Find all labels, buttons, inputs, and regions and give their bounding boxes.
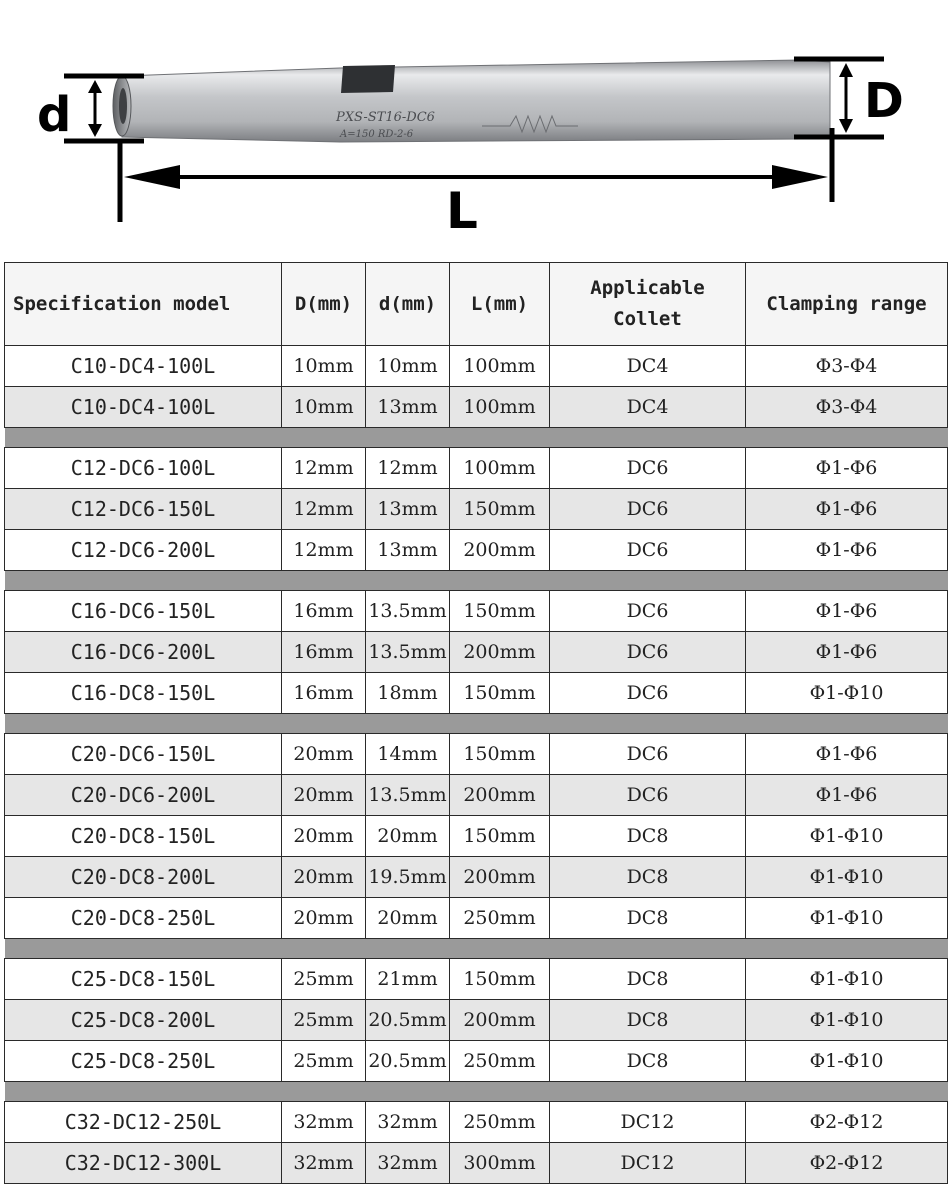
cell-collet: DC8 — [550, 857, 746, 898]
cell-D: 16mm — [282, 632, 366, 673]
cell-D: 16mm — [282, 673, 366, 714]
table-row — [5, 448, 948, 489]
cell-clamping-range: Φ2-Φ12 — [746, 1143, 948, 1184]
cell-clamping-range: Φ3-Φ4 — [746, 346, 948, 387]
table-body — [5, 346, 948, 1184]
cell-collet: DC8 — [550, 816, 746, 857]
cell-model: C25-DC8-150L — [5, 959, 282, 1000]
group-separator-bar — [5, 939, 948, 959]
cell-clamping-range: Φ1-Φ6 — [746, 591, 948, 632]
cell-clamping-range: Φ3-Φ4 — [746, 387, 948, 428]
cell-model: C12-DC6-100L — [5, 448, 282, 489]
cell-clamping-range: Φ1-Φ10 — [746, 1000, 948, 1041]
engraved-sub-text: A=150 RD-2-6 — [340, 129, 414, 140]
specification-table — [4, 262, 948, 1184]
table-row — [5, 898, 948, 939]
cell-D: 32mm — [282, 1102, 366, 1143]
cell-model: C20-DC8-200L — [5, 857, 282, 898]
table-row — [5, 1143, 948, 1184]
table-row — [5, 673, 948, 714]
cell-L: 200mm — [450, 530, 550, 571]
cell-clamping-range: Φ1-Φ10 — [746, 898, 948, 939]
cell-L: 200mm — [450, 1000, 550, 1041]
cell-clamping-range: Φ1-Φ6 — [746, 530, 948, 571]
cell-model: C12-DC6-200L — [5, 530, 282, 571]
table-row — [5, 857, 948, 898]
cell-D: 20mm — [282, 898, 366, 939]
cell-L: 200mm — [450, 857, 550, 898]
cell-model: C20-DC6-150L — [5, 734, 282, 775]
table-row — [5, 489, 948, 530]
group-separator-bar — [5, 571, 948, 591]
cell-L: 150mm — [450, 673, 550, 714]
cell-L: 150mm — [450, 816, 550, 857]
cell-D: 16mm — [282, 591, 366, 632]
cell-clamping-range: Φ1-Φ10 — [746, 1041, 948, 1082]
cell-D: 25mm — [282, 1041, 366, 1082]
cell-D: 12mm — [282, 448, 366, 489]
cell-D: 12mm — [282, 530, 366, 571]
cell-model: C20-DC6-200L — [5, 775, 282, 816]
cell-collet: DC8 — [550, 1000, 746, 1041]
cell-collet: DC4 — [550, 387, 746, 428]
table-row — [5, 591, 948, 632]
cell-L: 150mm — [450, 489, 550, 530]
shank-body — [122, 60, 830, 142]
group-separator-bar — [5, 1082, 948, 1102]
cell-collet: DC12 — [550, 1143, 746, 1184]
cell-d: 21mm — [366, 959, 450, 1000]
cell-clamping-range: Φ1-Φ6 — [746, 775, 948, 816]
cell-D: 20mm — [282, 775, 366, 816]
cell-d: 14mm — [366, 734, 450, 775]
cell-collet: DC6 — [550, 489, 746, 530]
cell-d: 18mm — [366, 673, 450, 714]
cell-model: C20-DC8-150L — [5, 816, 282, 857]
cell-d: 13.5mm — [366, 632, 450, 673]
cell-collet: DC4 — [550, 346, 746, 387]
table-row — [5, 632, 948, 673]
header-clamping-range: Clamping range — [746, 263, 948, 346]
group-separator — [5, 939, 948, 959]
cell-collet: DC6 — [550, 775, 746, 816]
cell-L: 150mm — [450, 959, 550, 1000]
cell-model: C25-DC8-250L — [5, 1041, 282, 1082]
table-row — [5, 775, 948, 816]
cell-d: 13mm — [366, 387, 450, 428]
cell-d: 10mm — [366, 346, 450, 387]
cell-collet: DC6 — [550, 673, 746, 714]
cell-L: 300mm — [450, 1143, 550, 1184]
cell-D: 32mm — [282, 1143, 366, 1184]
cell-model: C20-DC8-250L — [5, 898, 282, 939]
table-row — [5, 346, 948, 387]
group-separator — [5, 1082, 948, 1102]
table-row — [5, 387, 948, 428]
cell-collet: DC6 — [550, 448, 746, 489]
cell-d: 20mm — [366, 898, 450, 939]
cell-clamping-range: Φ2-Φ12 — [746, 1102, 948, 1143]
cell-collet: DC12 — [550, 1102, 746, 1143]
cell-L: 200mm — [450, 775, 550, 816]
group-separator — [5, 571, 948, 591]
cell-model: C32-DC12-300L — [5, 1143, 282, 1184]
cell-L: 250mm — [450, 1102, 550, 1143]
cell-D: 25mm — [282, 959, 366, 1000]
cell-D: 12mm — [282, 489, 366, 530]
cell-collet: DC6 — [550, 734, 746, 775]
cell-d: 13.5mm — [366, 775, 450, 816]
cell-collet: DC8 — [550, 959, 746, 1000]
cell-L: 150mm — [450, 734, 550, 775]
header-d: d(mm) — [366, 263, 450, 346]
cell-d: 20.5mm — [366, 1000, 450, 1041]
label-d: d — [37, 87, 72, 143]
cell-D: 25mm — [282, 1000, 366, 1041]
cell-model: C10-DC4-100L — [5, 346, 282, 387]
table-row — [5, 816, 948, 857]
cell-L: 250mm — [450, 1041, 550, 1082]
table-row — [5, 734, 948, 775]
cell-d: 20.5mm — [366, 1041, 450, 1082]
cell-d: 12mm — [366, 448, 450, 489]
cell-d: 32mm — [366, 1143, 450, 1184]
cell-model: C16-DC8-150L — [5, 673, 282, 714]
cell-D: 10mm — [282, 387, 366, 428]
cell-model: C12-DC6-150L — [5, 489, 282, 530]
cell-D: 20mm — [282, 734, 366, 775]
cell-d: 13.5mm — [366, 591, 450, 632]
cell-D: 20mm — [282, 857, 366, 898]
cell-model: C10-DC4-100L — [5, 387, 282, 428]
cell-model: C16-DC6-200L — [5, 632, 282, 673]
shank-dimension-diagram — [0, 0, 950, 255]
group-separator-bar — [5, 714, 948, 734]
table-row — [5, 1000, 948, 1041]
cell-collet: DC6 — [550, 530, 746, 571]
header-applicable-collet: Applicable Collet — [550, 263, 746, 346]
table-row — [5, 1041, 948, 1082]
cell-D: 10mm — [282, 346, 366, 387]
cell-L: 100mm — [450, 346, 550, 387]
cell-clamping-range: Φ1-Φ10 — [746, 673, 948, 714]
cell-clamping-range: Φ1-Φ10 — [746, 959, 948, 1000]
group-separator — [5, 714, 948, 734]
cell-model: C16-DC6-150L — [5, 591, 282, 632]
cell-clamping-range: Φ1-Φ6 — [746, 448, 948, 489]
engraved-model-text: PXS-ST16-DC6 — [336, 110, 435, 125]
cell-model: C25-DC8-200L — [5, 1000, 282, 1041]
cell-collet: DC8 — [550, 898, 746, 939]
cell-d: 19.5mm — [366, 857, 450, 898]
cell-collet: DC6 — [550, 591, 746, 632]
table-header-row — [5, 263, 948, 346]
table-row — [5, 1102, 948, 1143]
table-row — [5, 959, 948, 1000]
cell-model: C32-DC12-250L — [5, 1102, 282, 1143]
group-separator — [5, 428, 948, 448]
cell-L: 250mm — [450, 898, 550, 939]
cell-collet: DC6 — [550, 632, 746, 673]
cell-D: 20mm — [282, 816, 366, 857]
cell-clamping-range: Φ1-Φ10 — [746, 816, 948, 857]
cell-L: 100mm — [450, 387, 550, 428]
cell-collet: DC8 — [550, 1041, 746, 1082]
label-L: L — [446, 182, 478, 240]
header-L: L(mm) — [450, 263, 550, 346]
clamping-flat — [341, 65, 395, 93]
header-specification-model: Specification model — [5, 263, 282, 346]
cell-L: 150mm — [450, 591, 550, 632]
cell-clamping-range: Φ1-Φ6 — [746, 489, 948, 530]
cell-d: 13mm — [366, 530, 450, 571]
cell-L: 200mm — [450, 632, 550, 673]
cell-clamping-range: Φ1-Φ6 — [746, 734, 948, 775]
cell-d: 20mm — [366, 816, 450, 857]
cell-d: 32mm — [366, 1102, 450, 1143]
header-D: D(mm) — [282, 263, 366, 346]
cell-L: 100mm — [450, 448, 550, 489]
cell-clamping-range: Φ1-Φ6 — [746, 632, 948, 673]
table-row — [5, 530, 948, 571]
cell-clamping-range: Φ1-Φ10 — [746, 857, 948, 898]
cell-d: 13mm — [366, 489, 450, 530]
label-D: D — [864, 73, 904, 129]
group-separator-bar — [5, 428, 948, 448]
